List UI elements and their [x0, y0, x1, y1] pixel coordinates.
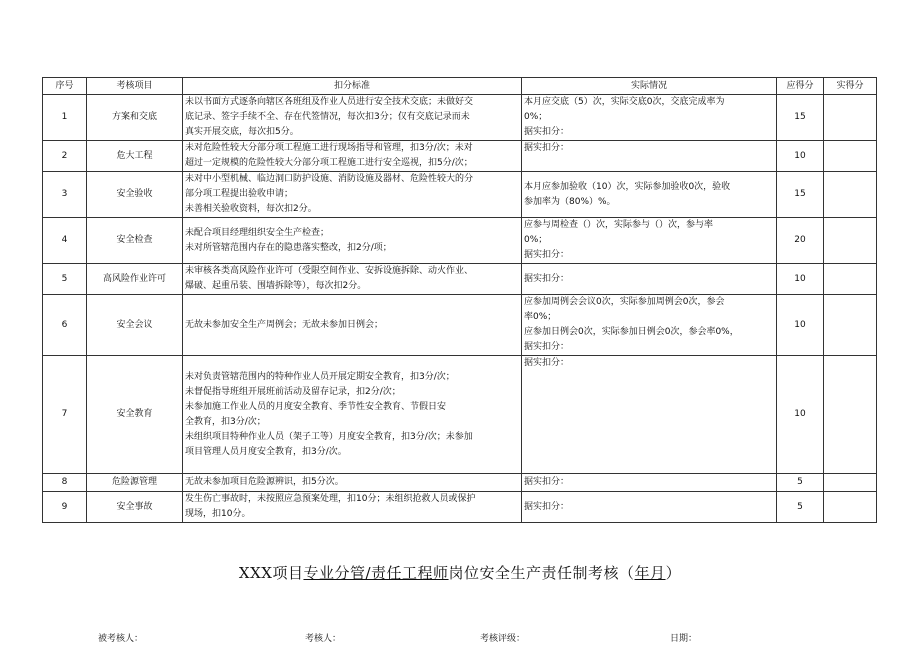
actual-line: 应参加日例会0次，实际参加日例会0次，参会率0%， [524, 327, 739, 337]
standard-line: 发生伤亡事故时，未按照应急预案处理，扣10分；未组织抢救人员或保护 [185, 494, 476, 504]
table-row [43, 356, 877, 474]
table-row [43, 264, 877, 295]
standard-line: 未对所管辖范围内存在的隐患落实整改，扣2分/项； [185, 242, 392, 253]
row-number: 2 [43, 141, 87, 172]
row-actual [522, 264, 777, 295]
signature-rating: 考核评级： [480, 634, 526, 644]
standard-line: 未善相关验收资料，每次扣2分。 [185, 204, 317, 214]
title-close: ） [665, 564, 682, 582]
actual-line: 据实扣分： [524, 250, 570, 260]
table-header-row [43, 78, 877, 95]
row-item: 安全验收 [87, 172, 183, 218]
row-score: 5 [777, 474, 824, 492]
row-item: 安全检查 [87, 218, 183, 264]
actual-line: 据实扣分： [524, 477, 570, 487]
standard-line: 部分项工程提出验收申请； [185, 189, 294, 199]
actual-line: 应参与周检查（）次，实际参与（）次，参与率 [524, 220, 714, 230]
row-item: 安全事故 [87, 492, 183, 523]
standard-line: 未督促指导班组开展班前活动及留存记录，扣2分/次； [185, 386, 401, 397]
header-actual-score: 实得分 [824, 78, 877, 95]
row-actual-score-input[interactable] [824, 218, 877, 264]
row-actual [522, 95, 777, 141]
row-score: 15 [777, 95, 824, 141]
signature-assessor: 考核人： [305, 634, 342, 644]
row-number: 5 [43, 264, 87, 295]
row-score: 10 [777, 264, 824, 295]
row-standard [183, 141, 522, 172]
header-standard: 扣分标准 [183, 78, 522, 95]
row-actual-score-input[interactable] [824, 172, 877, 218]
title-period: 年月 [634, 564, 666, 582]
actual-line: 据实扣分： [524, 273, 570, 284]
actual-line: 参加率为（80%）%。 [524, 196, 616, 207]
standard-line: 未对中小型机械、临边洞口防护设施、消防设施及器材、危险性较大的分 [185, 174, 474, 184]
actual-line: 本月应交底（5）次，实际交底0次，交底完成率为 [524, 97, 725, 107]
actual-line: 据实扣分： [524, 501, 570, 512]
row-standard [183, 295, 522, 356]
standard-line: 未参加施工作业人员的月度安全教育、季节性安全教育、节假日安 [185, 401, 447, 412]
row-score: 10 [777, 295, 824, 356]
table-row [43, 295, 877, 356]
table-row [43, 141, 877, 172]
row-item: 安全教育 [87, 356, 183, 474]
signature-date: 日期： [670, 634, 698, 644]
row-standard [183, 356, 522, 474]
standard-line: 超过一定规模的危险性较大分部分项工程施工进行安全巡视，扣5分/次； [185, 158, 473, 168]
row-actual-score-input[interactable] [824, 474, 877, 492]
row-actual [522, 172, 777, 218]
row-actual [522, 218, 777, 264]
actual-line: 本月应参加验收（10）次，实际参加验收0次，验收 [524, 181, 731, 192]
title-project: XXX项目 [238, 564, 304, 582]
row-item: 方案和交底 [87, 95, 183, 141]
signature-assessee: 被考核人： [98, 634, 144, 644]
row-actual [522, 474, 777, 492]
row-actual-score-input[interactable] [824, 264, 877, 295]
row-number: 1 [43, 95, 87, 141]
standard-line: 无故未参加项目危险源辨识，扣5分次。 [185, 477, 344, 487]
standard-line: 无故未参加安全生产周例会；无故未参加日例会； [185, 319, 384, 330]
row-item: 危险源管理 [87, 474, 183, 492]
row-standard [183, 264, 522, 295]
standard-line: 未组织项目特种作业人员（架子工等）月度安全教育，扣3分/次；未参加 [185, 431, 473, 442]
standard-line: 真实开展交底，每次扣5分。 [185, 127, 299, 137]
actual-line: 0%； [524, 112, 548, 122]
standard-line: 未对危险性较大分部分项工程施工进行现场指导和管理，扣3分/次；未对 [185, 143, 473, 153]
row-actual [522, 492, 777, 523]
row-standard [183, 95, 522, 141]
row-score: 10 [777, 356, 824, 474]
actual-line: 据实扣分： [524, 342, 570, 352]
row-number: 4 [43, 218, 87, 264]
document-title [0, 562, 920, 583]
row-score: 20 [777, 218, 824, 264]
row-actual-score-input[interactable] [824, 95, 877, 141]
actual-line: 据实扣分： [524, 358, 570, 368]
row-actual-score-input[interactable] [824, 141, 877, 172]
row-item: 高风险作业许可 [87, 264, 183, 295]
table-row [43, 172, 877, 218]
row-actual [522, 356, 777, 474]
row-number: 9 [43, 492, 87, 523]
row-standard [183, 492, 522, 523]
standard-line: 底记录、签字手续不全、存在代签情况，每次扣3分；仅有交底记录而未 [185, 112, 470, 122]
assessment-table [42, 77, 877, 523]
row-actual-score-input[interactable] [824, 356, 877, 474]
standard-line: 爆破、起重吊装、围墙拆除等），每次扣2分。 [185, 281, 367, 291]
title-main: 岗位安全生产责任制考核（ [448, 564, 635, 582]
standard-line: 全教育，扣3分/次； [185, 416, 266, 427]
title-role: 专业分管/责任工程师 [303, 564, 449, 582]
standard-line: 项目管理人员月度安全教育，扣3分/次。 [185, 446, 347, 457]
row-score: 15 [777, 172, 824, 218]
row-standard [183, 172, 522, 218]
standard-line: 未以书面方式逐条向辖区各班组及作业人员进行安全技术交底；未做好交 [185, 97, 474, 107]
header-item: 考核项目 [87, 78, 183, 95]
row-number: 7 [43, 356, 87, 474]
header-score: 应得分 [777, 78, 824, 95]
table-row [43, 95, 877, 141]
row-item: 危大工程 [87, 141, 183, 172]
standard-line: 现场，扣10分。 [185, 509, 251, 519]
standard-line: 未配合项目经理组织安全生产检查； [185, 227, 330, 238]
table-row [43, 218, 877, 264]
actual-line: 应参加周例会会议0次，实际参加周例会0次，参会 [524, 297, 725, 307]
row-actual [522, 295, 777, 356]
table-row [43, 474, 877, 492]
standard-line: 未对负责管辖范围内的特种作业人员开展定期安全教育，扣3分/次； [185, 371, 455, 382]
row-actual [522, 141, 777, 172]
row-standard [183, 474, 522, 492]
row-number: 8 [43, 474, 87, 492]
row-actual-score-input[interactable] [824, 295, 877, 356]
actual-line: 据实扣分： [524, 143, 570, 153]
table-row [43, 492, 877, 523]
row-actual-score-input[interactable] [824, 492, 877, 523]
row-standard [183, 218, 522, 264]
actual-line: 0%； [524, 235, 548, 245]
row-item: 安全会议 [87, 295, 183, 356]
header-actual: 实际情况 [522, 78, 777, 95]
row-number: 6 [43, 295, 87, 356]
actual-line: 率0%； [524, 312, 557, 322]
row-score: 5 [777, 492, 824, 523]
actual-line: 据实扣分： [524, 127, 570, 137]
row-number: 3 [43, 172, 87, 218]
header-no: 序号 [43, 78, 87, 95]
row-score: 10 [777, 141, 824, 172]
standard-line: 未审核各类高风险作业许可（受限空间作业、安拆设施拆除、动火作业、 [185, 266, 474, 276]
